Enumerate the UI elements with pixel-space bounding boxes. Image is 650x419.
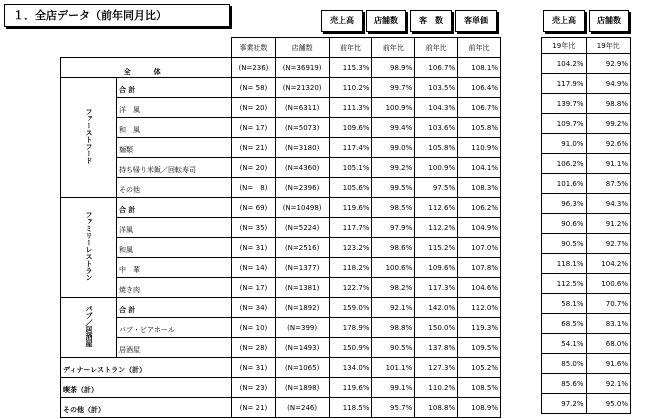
header-stores-19-box: 店舗数 xyxy=(589,10,629,32)
cell-sales-19: 90.6% xyxy=(542,214,587,234)
header-unit-price-box: 客単価 xyxy=(455,10,497,32)
cell-stores-19: 99.2% xyxy=(586,114,631,134)
cell-stores-19: 94.3% xyxy=(586,194,631,214)
cell-sales-19: 112.5% xyxy=(542,274,587,294)
row-label: その他 xyxy=(117,178,232,198)
col-store-header: 前年比 xyxy=(372,38,415,58)
cell-sales-19: 97.2% xyxy=(542,394,587,414)
cell-companies: (N= 35) xyxy=(232,218,275,238)
cell-companies: (N= 20) xyxy=(232,158,275,178)
cell-stores-19: 83.1% xyxy=(586,314,631,334)
cell-sales-19: 101.6% xyxy=(542,174,587,194)
cell-stores: (N=6311) xyxy=(275,98,329,118)
cell-unit: 105.8% xyxy=(458,118,501,138)
cell-sales: 117.4% xyxy=(329,138,372,158)
table-row xyxy=(542,394,631,414)
cell-companies: (N= 34) xyxy=(232,298,275,318)
cell-cust: 109.6% xyxy=(415,258,458,278)
cell-sales-19: 117.9% xyxy=(542,74,587,94)
cell-companies: (N= 21) xyxy=(232,398,275,418)
table-row xyxy=(542,234,631,254)
cell-cust: 117.3% xyxy=(415,278,458,298)
cell-sales: 178.9% xyxy=(329,318,372,338)
cell-stores-19: 91.6% xyxy=(586,354,631,374)
cell-stores-19: 98.8% xyxy=(586,94,631,114)
cell-store: 92.1% xyxy=(372,298,415,318)
table-row xyxy=(61,338,501,358)
cell-sales-19: 58.1% xyxy=(542,294,587,314)
cell-stores: (N=21320) xyxy=(275,78,329,98)
cell-store: 99.4% xyxy=(372,118,415,138)
row-label: 居酒屋 xyxy=(117,338,232,358)
cell-sales-19: 91.0% xyxy=(542,134,587,154)
table-row xyxy=(61,78,501,98)
cell-stores: (N=5073) xyxy=(275,118,329,138)
cell-stores: (N=2516) xyxy=(275,238,329,258)
cell-companies: (N= 17) xyxy=(232,278,275,298)
cell-store: 99.1% xyxy=(372,378,415,398)
cell-sales-19: 139.7% xyxy=(542,94,587,114)
cell-cust: 127.3% xyxy=(415,358,458,378)
cell-stores: (N=399) xyxy=(275,318,329,338)
cell-stores: (N=2396) xyxy=(275,178,329,198)
table-row xyxy=(61,298,501,318)
cell-sales: 134.0% xyxy=(329,358,372,378)
table-row xyxy=(61,98,501,118)
cell-store: 95.7% xyxy=(372,398,415,418)
table-row xyxy=(542,194,631,214)
cell-store: 98.5% xyxy=(372,198,415,218)
cell-companies: (N= 28) xyxy=(232,338,275,358)
row-label: 洋風 xyxy=(117,218,232,238)
table-row xyxy=(542,94,631,114)
cell-stores-19: 87.5% xyxy=(586,174,631,194)
row-label: 合 計 xyxy=(117,198,232,218)
table-row xyxy=(542,114,631,134)
table-row xyxy=(542,74,631,94)
cell-unit: 108.3% xyxy=(458,178,501,198)
cell-companies: (N=236) xyxy=(232,58,275,78)
cell-stores-19: 92.7% xyxy=(586,234,631,254)
table-row xyxy=(542,294,631,314)
table-row xyxy=(61,198,501,218)
table-row xyxy=(61,398,501,418)
cell-stores-19: 95.0% xyxy=(586,394,631,414)
cell-unit: 108.5% xyxy=(458,378,501,398)
cell-store: 100.6% xyxy=(372,258,415,278)
cell-store: 101.1% xyxy=(372,358,415,378)
row-label: 持ち帰り米飯／回転寿司 xyxy=(117,158,232,178)
cell-sales: 119.6% xyxy=(329,378,372,398)
category-family-restaurant: ファミリーレストラン xyxy=(61,198,117,298)
row-label: 和風 xyxy=(117,238,232,258)
table-row xyxy=(61,118,501,138)
cell-unit: 119.3% xyxy=(458,318,501,338)
table-header-row xyxy=(542,38,631,54)
cell-stores: (N=36919) xyxy=(275,58,329,78)
cell-companies: (N= 31) xyxy=(232,358,275,378)
cell-sales: 111.3% xyxy=(329,98,372,118)
cell-sales-19: 96.3% xyxy=(542,194,587,214)
row-label: パブ・ビアホール xyxy=(117,318,232,338)
cell-store: 98.6% xyxy=(372,238,415,258)
row-label: 麺類 xyxy=(117,138,232,158)
cell-store: 90.5% xyxy=(372,338,415,358)
table-row xyxy=(542,354,631,374)
table-header-row xyxy=(61,38,501,58)
cell-unit: 110.9% xyxy=(458,138,501,158)
cell-companies: (N= 21) xyxy=(232,138,275,158)
cell-stores-19: 91.2% xyxy=(586,214,631,234)
cell-sales: 123.2% xyxy=(329,238,372,258)
table-row xyxy=(61,218,501,238)
row-label: 洋 風 xyxy=(117,98,232,118)
row-label: 全 体 xyxy=(61,58,232,78)
cell-companies: (N= 17) xyxy=(232,118,275,138)
cell-sales: 109.6% xyxy=(329,118,372,138)
cell-sales-19: 90.5% xyxy=(542,234,587,254)
table-row xyxy=(542,274,631,294)
cell-store: 99.5% xyxy=(372,178,415,198)
cell-stores: (N=246) xyxy=(275,398,329,418)
cell-sales-19: 109.7% xyxy=(542,114,587,134)
table-row xyxy=(542,134,631,154)
cell-cust: 142.0% xyxy=(415,298,458,318)
cell-store: 98.2% xyxy=(372,278,415,298)
cell-cust: 97.5% xyxy=(415,178,458,198)
main-data-table xyxy=(60,37,501,418)
cell-stores: (N=1892) xyxy=(275,298,329,318)
cell-unit: 108.9% xyxy=(458,398,501,418)
cell-cust: 103.6% xyxy=(415,118,458,138)
cell-sales: 105.1% xyxy=(329,158,372,178)
cell-unit: 106.2% xyxy=(458,198,501,218)
table-row xyxy=(542,334,631,354)
cell-unit: 112.0% xyxy=(458,298,501,318)
cell-sales-19: 85.6% xyxy=(542,374,587,394)
cell-stores: (N=1493) xyxy=(275,338,329,358)
cell-stores: (N=1898) xyxy=(275,378,329,398)
cell-store: 100.9% xyxy=(372,98,415,118)
cell-companies: (N= 58) xyxy=(232,78,275,98)
cell-sales: 150.9% xyxy=(329,338,372,358)
cell-sales-19: 85.0% xyxy=(542,354,587,374)
table-row xyxy=(61,138,501,158)
col-stores-19-header: 19年比 xyxy=(586,38,631,54)
cell-unit: 108.1% xyxy=(458,58,501,78)
table-row xyxy=(542,214,631,234)
cell-sales: 105.6% xyxy=(329,178,372,198)
cell-cust: 137.8% xyxy=(415,338,458,358)
cell-stores-19: 94.9% xyxy=(586,74,631,94)
row-label: 和 風 xyxy=(117,118,232,138)
col-unit-header: 前年比 xyxy=(458,38,501,58)
table-row xyxy=(61,278,501,298)
cell-store: 99.2% xyxy=(372,158,415,178)
cell-sales: 118.5% xyxy=(329,398,372,418)
cell-store: 98.9% xyxy=(372,58,415,78)
table-row xyxy=(542,374,631,394)
col-cust-header: 前年比 xyxy=(415,38,458,58)
col-stores-header: 店舗数 xyxy=(275,38,329,58)
cell-stores-19: 68.0% xyxy=(586,334,631,354)
cell-stores-19: 91.1% xyxy=(586,154,631,174)
table-row xyxy=(542,174,631,194)
cell-store: 99.0% xyxy=(372,138,415,158)
cell-stores: (N=3180) xyxy=(275,138,329,158)
cell-cust: 105.8% xyxy=(415,138,458,158)
page-title: １．全店データ（前年同月比） xyxy=(4,4,230,27)
cell-sales-19: 118.1% xyxy=(542,254,587,274)
cell-cust: 103.5% xyxy=(415,78,458,98)
cell-sales-19: 68.5% xyxy=(542,314,587,334)
cell-stores-19: 92.6% xyxy=(586,134,631,154)
cell-stores: (N=1065) xyxy=(275,358,329,378)
row-label: 喫茶（計） xyxy=(61,378,232,398)
cell-stores-19: 70.7% xyxy=(586,294,631,314)
cell-unit: 106.4% xyxy=(458,78,501,98)
table-row xyxy=(61,258,501,278)
cell-stores-19: 92.9% xyxy=(586,54,631,74)
category-fast-food: ファーストフード xyxy=(61,78,117,198)
row-label: 中 華 xyxy=(117,258,232,278)
cell-cust: 100.9% xyxy=(415,158,458,178)
table-row xyxy=(542,54,631,74)
cell-cust: 112.2% xyxy=(415,218,458,238)
cell-sales: 115.3% xyxy=(329,58,372,78)
col-sales-19-header: 19年比 xyxy=(542,38,587,54)
cell-stores-19: 100.6% xyxy=(586,274,631,294)
cell-store: 97.9% xyxy=(372,218,415,238)
cell-store: 99.7% xyxy=(372,78,415,98)
cell-companies: (N= 10) xyxy=(232,318,275,338)
row-label: 合 計 xyxy=(117,298,232,318)
cell-unit: 109.5% xyxy=(458,338,501,358)
cell-companies: (N= 69) xyxy=(232,198,275,218)
table-row xyxy=(61,58,501,78)
header-sales-19-box: 売上高 xyxy=(543,10,585,32)
header-customers-box: 客 数 xyxy=(410,10,452,32)
cell-sales: 110.2% xyxy=(329,78,372,98)
cell-sales: 118.2% xyxy=(329,258,372,278)
category-pub-izakaya: パブ／居酒屋 xyxy=(61,298,117,358)
cell-unit: 107.8% xyxy=(458,258,501,278)
table-row xyxy=(61,358,501,378)
cell-cust: 106.7% xyxy=(415,58,458,78)
col-companies-header: 事業社数 xyxy=(232,38,275,58)
cell-companies: (N= 8) xyxy=(232,178,275,198)
table-row xyxy=(542,314,631,334)
cell-stores: (N=5224) xyxy=(275,218,329,238)
cell-companies: (N= 23) xyxy=(232,378,275,398)
row-label: ディナーレストラン（計） xyxy=(61,358,232,378)
cell-sales: 159.0% xyxy=(329,298,372,318)
cell-stores: (N=4360) xyxy=(275,158,329,178)
table-row xyxy=(542,154,631,174)
table-row xyxy=(61,238,501,258)
cell-sales: 117.7% xyxy=(329,218,372,238)
cell-sales: 119.6% xyxy=(329,198,372,218)
cell-cust: 115.2% xyxy=(415,238,458,258)
cell-unit: 104.1% xyxy=(458,158,501,178)
cell-unit: 105.2% xyxy=(458,358,501,378)
cell-cust: 112.6% xyxy=(415,198,458,218)
cell-unit: 104.6% xyxy=(458,278,501,298)
cell-store: 98.8% xyxy=(372,318,415,338)
row-label: その他（計） xyxy=(61,398,232,418)
cell-unit: 106.7% xyxy=(458,98,501,118)
cell-cust: 150.0% xyxy=(415,318,458,338)
cell-cust: 110.2% xyxy=(415,378,458,398)
cell-sales-19: 104.2% xyxy=(542,54,587,74)
row-label: 焼き肉 xyxy=(117,278,232,298)
table-row xyxy=(61,318,501,338)
header-sales-box: 売上高 xyxy=(321,10,363,32)
cell-sales-19: 106.2% xyxy=(542,154,587,174)
cell-unit: 104.9% xyxy=(458,218,501,238)
cell-stores-19: 104.2% xyxy=(586,254,631,274)
cell-stores: (N=1377) xyxy=(275,258,329,278)
cell-stores: (N=1381) xyxy=(275,278,329,298)
table-row xyxy=(542,254,631,274)
row-label: 合 計 xyxy=(117,78,232,98)
cell-sales: 122.7% xyxy=(329,278,372,298)
col-sales-header: 前年比 xyxy=(329,38,372,58)
cell-unit: 107.0% xyxy=(458,238,501,258)
cell-stores: (N=10498) xyxy=(275,198,329,218)
comparison-2019-table xyxy=(541,37,631,414)
table-row xyxy=(61,178,501,198)
cell-sales-19: 54.1% xyxy=(542,334,587,354)
header-stores-box: 店舗数 xyxy=(366,10,406,32)
cell-stores-19: 92.1% xyxy=(586,374,631,394)
cell-cust: 104.3% xyxy=(415,98,458,118)
cell-cust: 108.8% xyxy=(415,398,458,418)
cell-companies: (N= 31) xyxy=(232,238,275,258)
table-row xyxy=(61,158,501,178)
table-row xyxy=(61,378,501,398)
cell-companies: (N= 14) xyxy=(232,258,275,278)
cell-companies: (N= 20) xyxy=(232,98,275,118)
